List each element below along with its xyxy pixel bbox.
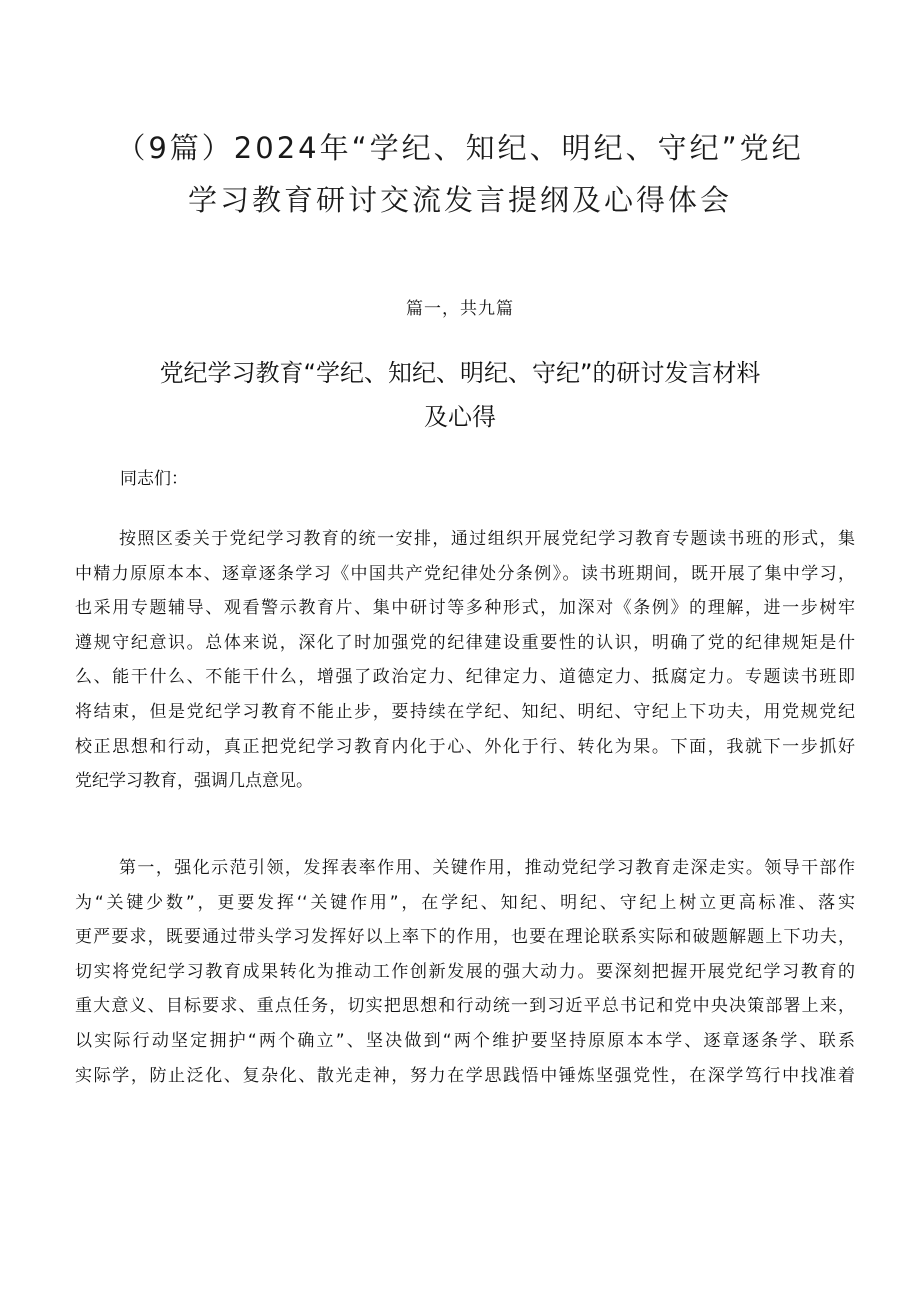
paragraph-line: 实际学，防止泛化、复杂化、散光走神，努力在学思践悟中锤炼坚强党性，在深学笃行中找准着: [75, 1065, 855, 1086]
body-paragraph: [75, 522, 855, 799]
paragraph-line: 也采用专题辅导、观看警示教育片、集中研讨等多种形式，加深对《条例》的理解，进一步树牢: [75, 598, 855, 619]
paragraph-line: 更严要求，既要通过带头学习发挥好以上率下的作用，也要在理论联系实际和破题解题上下功夫，: [75, 927, 855, 948]
paragraph-line: 么、能干什么、不能干什么，增强了政治定力、纪律定力、道德定力、抵腐定力。专题读书班即: [75, 667, 855, 688]
document-title-line: （9篇）2024年“学纪、知纪、明纪、守纪”党纪: [116, 131, 804, 165]
section-title-line: 及心得: [424, 403, 496, 431]
document-title-line: 学习教育研讨交流发言提纲及心得体会: [187, 183, 732, 217]
paragraph-line: 切实将党纪学习教育成果转化为推动工作创新发展的强大动力。要深刻把握开展党纪学习教育的: [75, 961, 855, 982]
paragraph-line: 党纪学习教育，强调几点意见。: [75, 771, 313, 792]
paragraph-line: 按照区委关于党纪学习教育的统一安排，通过组织开展党纪学习教育专题读书班的形式，集: [119, 529, 855, 549]
paragraph-line: 为“关键少数”，更要发挥‘‘关键作用”，在学纪、知纪、明纪、守纪上树立更高标准、落实: [75, 892, 855, 913]
paragraph-line: 校正思想和行动，真正把党纪学习教育内化于心、外化于行、转化为果。下面，我就下一步抓好: [75, 736, 855, 757]
document-title: [80, 122, 840, 226]
body-paragraph: [75, 851, 855, 1093]
section-title: [100, 351, 820, 439]
paragraph-line: 中精力原原本本、逐章逐条学习《中国共产党纪律处分条例》。读书班期间，既开展了集中学习，: [75, 563, 855, 584]
paragraph-line: 第一，强化示范引领，发挥表率作用、关键作用，推动党纪学习教育走深走实。领导干部作: [119, 858, 855, 878]
paragraph-line: 遵规守纪意识。总体来说，深化了时加强党的纪律建设重要性的认识，明确了党的纪律规矩是什: [75, 632, 855, 653]
section-title-line: 党纪学习教育“学纪、知纪、明纪、守纪”的研讨发言材料: [159, 359, 761, 387]
greeting: 同志们：: [120, 469, 188, 489]
paragraph-line: 以实际行动坚定拥护“两个确立”、坚决做到“两个维护要坚持原原本本学、逐章逐条学、联系: [75, 1030, 855, 1051]
paragraph-line: 将结束，但是党纪学习教育不能止步，要持续在学纪、知纪、明纪、守纪上下功夫，用党规党纪: [75, 701, 855, 722]
section-label: 篇一，共九篇: [406, 299, 514, 319]
paragraph-line: 重大意义、目标要求、重点任务，切实把思想和行动统一到习近平总书记和党中央决策部署上来，: [75, 996, 855, 1017]
